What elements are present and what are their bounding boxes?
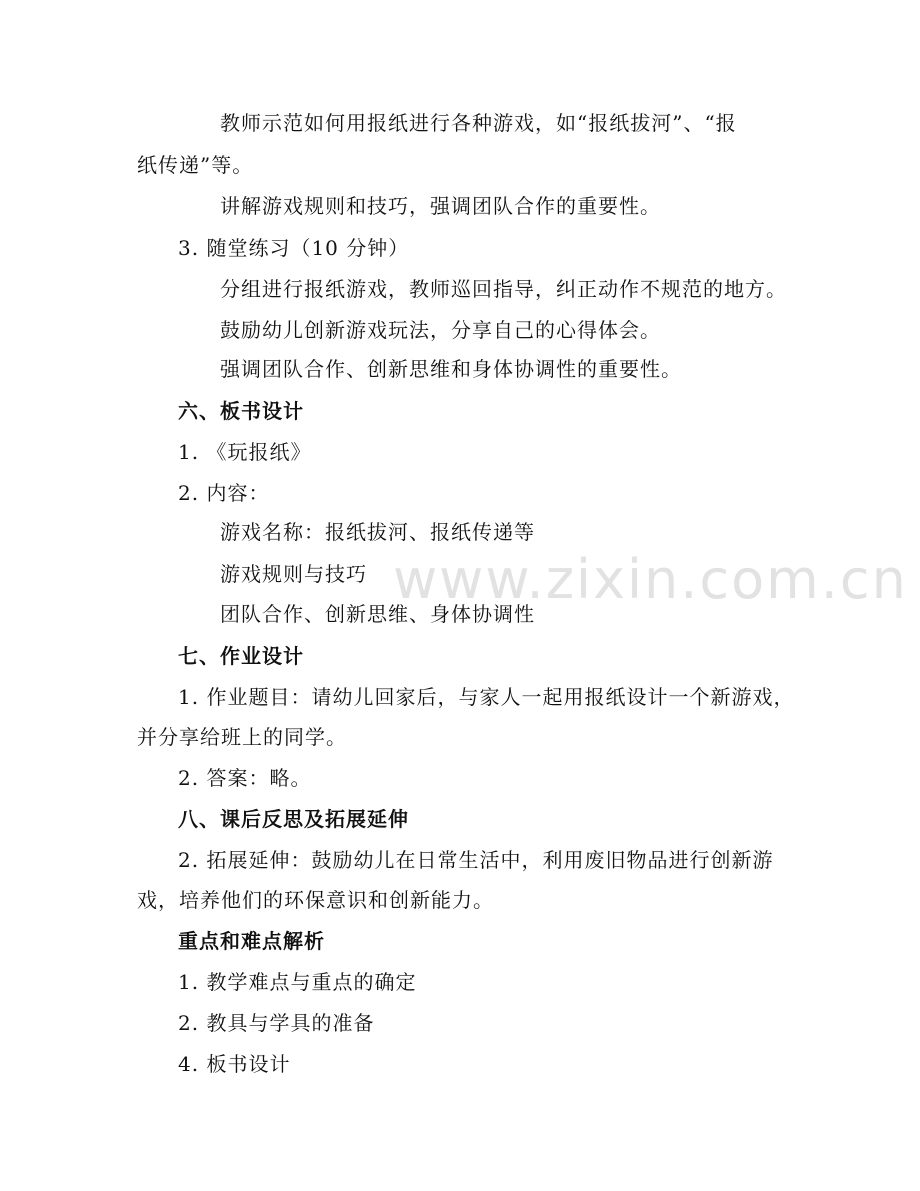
- paragraph-line: 纸传递”等。: [137, 153, 254, 177]
- watermark: www.zixin.com.cn: [393, 548, 908, 611]
- paragraph-line: 游戏规则与技巧: [220, 562, 367, 586]
- paragraph-line: 鼓励幼儿创新游戏玩法，分享自己的心得体会。: [220, 318, 661, 342]
- section-heading: 重点和难点解析: [178, 929, 325, 953]
- list-item: 2. 答案：略。: [178, 766, 312, 790]
- paragraph-line: 强调团队合作、创新思维和身体协调性的重要性。: [220, 357, 682, 381]
- paragraph-line: 戏，培养他们的环保意识和创新能力。: [137, 888, 494, 912]
- list-item: 1. 《玩报纸》: [178, 440, 312, 464]
- section-heading: 六、板书设计: [178, 399, 304, 423]
- list-item: 4. 板书设计: [178, 1052, 291, 1076]
- list-item: 2. 内容：: [178, 481, 270, 505]
- list-item: 1. 教学难点与重点的确定: [178, 970, 417, 994]
- list-item: 1. 作业题目：请幼儿回家后，与家人一起用报纸设计一个新游戏，: [178, 685, 795, 709]
- paragraph-line: 团队合作、创新思维、身体协调性: [220, 602, 535, 626]
- paragraph-line: 教师示范如何用报纸进行各种游戏，如“报纸拔河”、“报: [220, 111, 737, 135]
- paragraph-line: 并分享给班上的同学。: [137, 725, 347, 749]
- paragraph-line: 讲解游戏规则和技巧，强调团队合作的重要性。: [220, 194, 661, 218]
- list-item: 3. 随堂练习（10 分钟）: [178, 236, 410, 260]
- list-item: 2. 教具与学具的准备: [178, 1011, 375, 1035]
- section-heading: 八、课后反思及拓展延伸: [178, 807, 409, 831]
- paragraph-line: 游戏名称：报纸拔河、报纸传递等: [220, 520, 535, 544]
- list-item: 2. 拓展延伸：鼓励幼儿在日常生活中，利用废旧物品进行创新游: [178, 848, 774, 872]
- section-heading: 七、作业设计: [178, 644, 304, 668]
- paragraph-line: 分组进行报纸游戏，教师巡回指导，纠正动作不规范的地方。: [220, 277, 787, 301]
